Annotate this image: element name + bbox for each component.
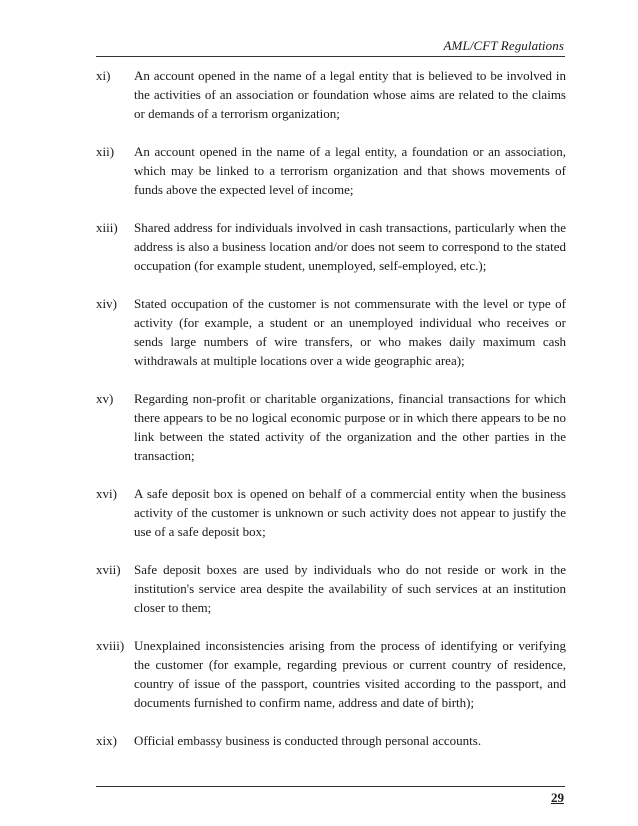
footer-rule xyxy=(96,786,565,787)
list-item xyxy=(96,389,566,465)
list-item xyxy=(96,484,566,541)
item-number: xii) xyxy=(96,144,115,159)
item-text: Stated occupation of the customer is not commensurate with the level or type of activity (for example, a student or an unemployed individual who receives or sends large numbers of wire transfers, or who makes daily maximum cash withdrawals at multiple locations over a wide geographic area); xyxy=(134,296,566,368)
list-item xyxy=(96,294,566,370)
item-text: An account opened in the name of a legal entity that is believed to be involved in the activities of an association or foundation whose aims are related to the claims or demands of a terrorism organization; xyxy=(134,68,566,121)
regulation-list xyxy=(96,66,566,769)
item-number: xiv) xyxy=(96,296,117,311)
item-text: Shared address for individuals involved in cash transactions, particularly when the address is also a business location and/or does not seem to correspond to the stated occupation (for example student, unemployed, self-employed, etc.); xyxy=(134,220,566,273)
header-rule xyxy=(96,56,565,57)
page-number: 29 xyxy=(551,790,564,805)
list-item xyxy=(96,66,566,123)
item-number: xi) xyxy=(96,68,111,83)
item-number: xiii) xyxy=(96,220,118,235)
item-text: Safe deposit boxes are used by individuals who do not reside or work in the institution's service area despite the availability of such services at an institution closer to them; xyxy=(134,562,566,615)
list-item xyxy=(96,218,566,275)
item-number: xvii) xyxy=(96,562,121,577)
item-number: xix) xyxy=(96,733,117,748)
list-item xyxy=(96,142,566,199)
item-text: An account opened in the name of a legal entity, a foundation or an association, which may be linked to a terrorism organization and that shows movements of funds above the expected level of income; xyxy=(134,144,566,197)
running-header-title: AML/CFT Regulations xyxy=(443,38,564,53)
item-text: Official embassy business is conducted through personal accounts. xyxy=(134,733,482,748)
list-item xyxy=(96,636,566,712)
item-number: xviii) xyxy=(96,638,125,653)
item-number: xvi) xyxy=(96,486,117,501)
list-item xyxy=(96,560,566,617)
list-item xyxy=(96,731,566,750)
item-number: xv) xyxy=(96,391,114,406)
item-text: Unexplained inconsistencies arising from the process of identifying or verifying the customer (for example, regarding previous or current country of residence, country of issue of the passport, countries visited according to the passport, and documents furnished to confirm name, address and date of birth); xyxy=(134,638,566,710)
item-text: A safe deposit box is opened on behalf of a commercial entity when the business activity of the customer is unknown or such activity does not appear to justify the use of a safe deposit box; xyxy=(134,486,566,539)
item-text: Regarding non-profit or charitable organizations, financial transactions for which there appears to be no logical economic purpose or in which there appears to be no link between the stated activity of the organization and the other parties in the transaction; xyxy=(134,391,566,463)
